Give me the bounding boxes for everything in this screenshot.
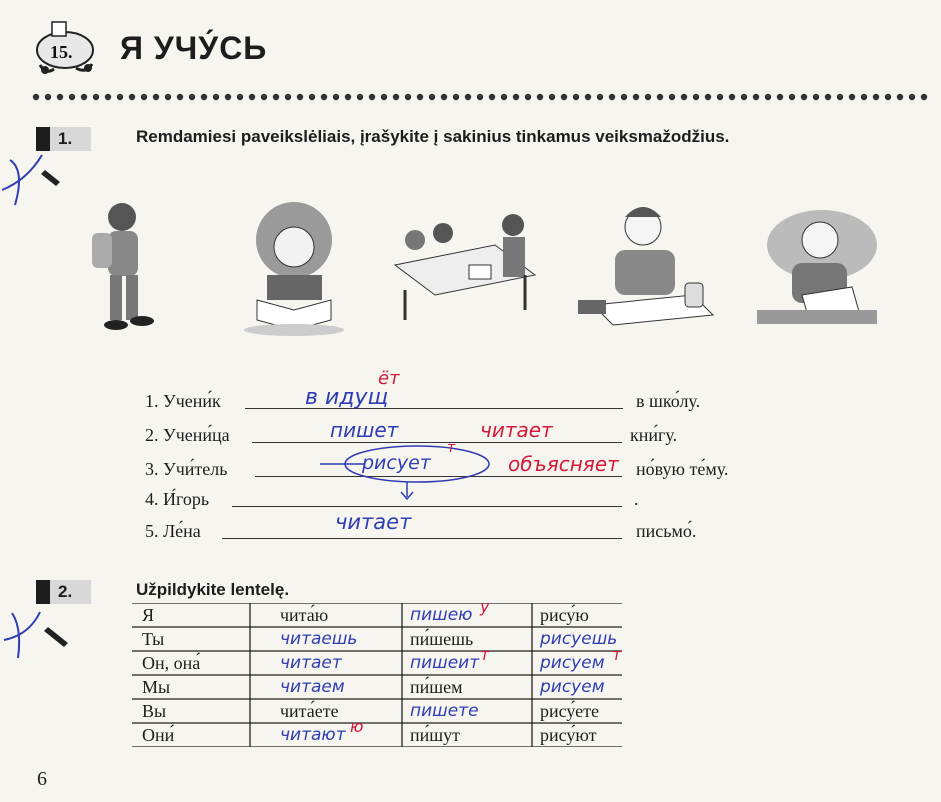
divider-dot: [477, 94, 483, 100]
divider-dot: [921, 94, 927, 100]
pronoun-cell: Мы: [142, 677, 171, 697]
divider-dot: [453, 94, 459, 100]
answer-line-4: [232, 506, 622, 507]
handwritten-correction-3a: т: [447, 440, 456, 456]
divider-dot: [717, 94, 723, 100]
task-number: 1.: [36, 127, 91, 151]
divider-dot: [513, 94, 519, 100]
divider-dot: [393, 94, 399, 100]
divider-dot: [321, 94, 327, 100]
divider-dot: [489, 94, 495, 100]
verb-risovat-cell: рисуешь: [540, 629, 618, 649]
divider-dot: [285, 94, 291, 100]
teacher-writing-illustration: [573, 195, 718, 340]
verb-risovat-cell: рису́ют: [540, 725, 597, 745]
divider-dot: [825, 94, 831, 100]
divider-dot: [525, 94, 531, 100]
divider-dot: [633, 94, 639, 100]
divider-dot: [537, 94, 543, 100]
divider-dot: [777, 94, 783, 100]
divider-dot: [381, 94, 387, 100]
divider-dot: [201, 94, 207, 100]
divider-dot: [93, 94, 99, 100]
divider-dot: [621, 94, 627, 100]
task-number: 2.: [36, 580, 91, 604]
pronoun-cell: Я: [142, 605, 155, 625]
divider-dot: [249, 94, 255, 100]
handwritten-correction: ю: [350, 717, 364, 736]
divider-dot: [837, 94, 843, 100]
handwritten-correction: у: [480, 597, 490, 616]
divider-dot: [885, 94, 891, 100]
lesson-badge-icon: [30, 20, 100, 80]
divider-dot: [345, 94, 351, 100]
divider-dot: [705, 94, 711, 100]
girl-reading-illustration: [232, 195, 357, 340]
sentence-2-end: кни́гу.: [630, 425, 678, 445]
classroom-illustration: [385, 195, 545, 340]
divider-dot: [225, 94, 231, 100]
divider-dot: [33, 94, 39, 100]
handwritten-answer-3: рисует: [362, 452, 431, 474]
divider-dot: [213, 94, 219, 100]
divider-dot: [57, 94, 63, 100]
verb-risovat-cell: рисуем: [540, 653, 605, 673]
verb-chitat-cell: читают: [280, 725, 346, 745]
divider-dot: [549, 94, 555, 100]
sentence-3-start: 3. Учи́тель: [145, 459, 228, 479]
student-walking-illustration: [70, 195, 190, 340]
divider-dot: [333, 94, 339, 100]
task-instruction: Užpildykite lentelę.: [136, 580, 290, 599]
verb-risovat-cell: рису́ете: [540, 701, 599, 721]
handwritten-correction-1: ёт: [378, 368, 400, 389]
divider-dot: [309, 94, 315, 100]
task-instruction: Remdamiesi paveikslėliais, įrašykite į sakinius tinkamus veiksmažodžius.: [136, 127, 730, 146]
handwritten-correction-3b: объясняет: [508, 452, 619, 476]
divider-dot: [657, 94, 663, 100]
divider-dot: [693, 94, 699, 100]
divider-dot: [297, 94, 303, 100]
divider-dot: [117, 94, 123, 100]
verb-risovat-cell: рисуем: [540, 677, 605, 697]
pronoun-cell: Он, она́: [142, 653, 201, 673]
divider-dot: [729, 94, 735, 100]
divider-dot: [165, 94, 171, 100]
verb-pisat-cell: пишею: [410, 605, 473, 625]
verb-risovat-cell: рису́ю: [540, 605, 589, 625]
divider-dot: [645, 94, 651, 100]
divider-dot: [261, 94, 267, 100]
divider-dot: [129, 94, 135, 100]
verb-pisat-cell: пи́шешь: [410, 629, 474, 649]
divider-dot: [357, 94, 363, 100]
handwritten-correction: т: [612, 645, 622, 664]
divider-dot: [237, 94, 243, 100]
divider-dot: [597, 94, 603, 100]
divider-dot: [765, 94, 771, 100]
pronoun-cell: Они́: [142, 725, 175, 745]
verb-chitat-cell: читаем: [280, 677, 345, 697]
divider-dot: [501, 94, 507, 100]
handwritten-correction-2: читает: [480, 418, 553, 442]
sentence-3-end: но́вую те́му.: [636, 459, 729, 479]
divider-dot: [189, 94, 195, 100]
verb-pisat-cell: пи́шут: [410, 725, 460, 745]
divider-dot: [153, 94, 159, 100]
verb-pisat-cell: пишеит: [410, 653, 480, 673]
divider-dot: [861, 94, 867, 100]
divider-dot: [585, 94, 591, 100]
divider-dot: [681, 94, 687, 100]
divider-dot: [849, 94, 855, 100]
divider-dot: [669, 94, 675, 100]
divider-dot: [789, 94, 795, 100]
page-title: Я УЧУ́СЬ: [120, 30, 268, 66]
divider-dot: [369, 94, 375, 100]
divider-dot: [573, 94, 579, 100]
handwritten-answer-2: пишет: [330, 418, 399, 442]
lesson-number: 15.: [50, 42, 73, 62]
pen-mark-icon: [0, 605, 80, 665]
verb-pisat-cell: пи́шем: [410, 677, 463, 697]
handwritten-answer-1: в идущ: [305, 385, 389, 410]
divider-dot: [141, 94, 147, 100]
sentence-5-start: 5. Ле́на: [145, 521, 201, 541]
divider-dot: [45, 94, 51, 100]
divider-dot: [561, 94, 567, 100]
divider-dot: [465, 94, 471, 100]
divider-dot: [909, 94, 915, 100]
answer-line-5: [222, 538, 622, 539]
verb-chitat-cell: чита́ете: [280, 701, 339, 721]
divider-dot: [417, 94, 423, 100]
divider-dot: [741, 94, 747, 100]
divider-dot: [753, 94, 759, 100]
divider-dot: [441, 94, 447, 100]
verb-chitat-cell: читает: [280, 653, 342, 673]
sentence-1-end: в шко́лу.: [636, 391, 701, 411]
verb-pisat-cell: пишете: [410, 701, 479, 721]
divider-dot: [69, 94, 75, 100]
divider-dot: [429, 94, 435, 100]
verb-chitat-cell: читаешь: [280, 629, 358, 649]
sentence-5-end: письмо́.: [636, 521, 697, 541]
pronoun-cell: Вы: [142, 701, 167, 721]
handwritten-correction: т: [480, 645, 490, 664]
pronoun-cell: Ты: [142, 629, 165, 649]
page-number: 6: [37, 768, 47, 790]
handwritten-answer-5: читает: [335, 510, 412, 534]
dotted-divider: [32, 93, 932, 101]
sentence-4-end: .: [634, 489, 639, 509]
divider-dot: [609, 94, 615, 100]
girl-writing-letter-illustration: [752, 195, 882, 340]
divider-dot: [105, 94, 111, 100]
divider-dot: [897, 94, 903, 100]
divider-dot: [81, 94, 87, 100]
verb-chitat-cell: чита́ю: [280, 605, 329, 625]
pen-mark-icon: [0, 140, 70, 210]
divider-dot: [177, 94, 183, 100]
divider-dot: [813, 94, 819, 100]
sentence-2-start: 2. Учени́ца: [145, 425, 230, 445]
divider-dot: [873, 94, 879, 100]
divider-dot: [273, 94, 279, 100]
divider-dot: [405, 94, 411, 100]
sentence-1-start: 1. Учени́к: [145, 391, 221, 411]
divider-dot: [801, 94, 807, 100]
answer-line-1: [245, 408, 623, 409]
sentence-4-start: 4. И́горь: [145, 489, 210, 509]
